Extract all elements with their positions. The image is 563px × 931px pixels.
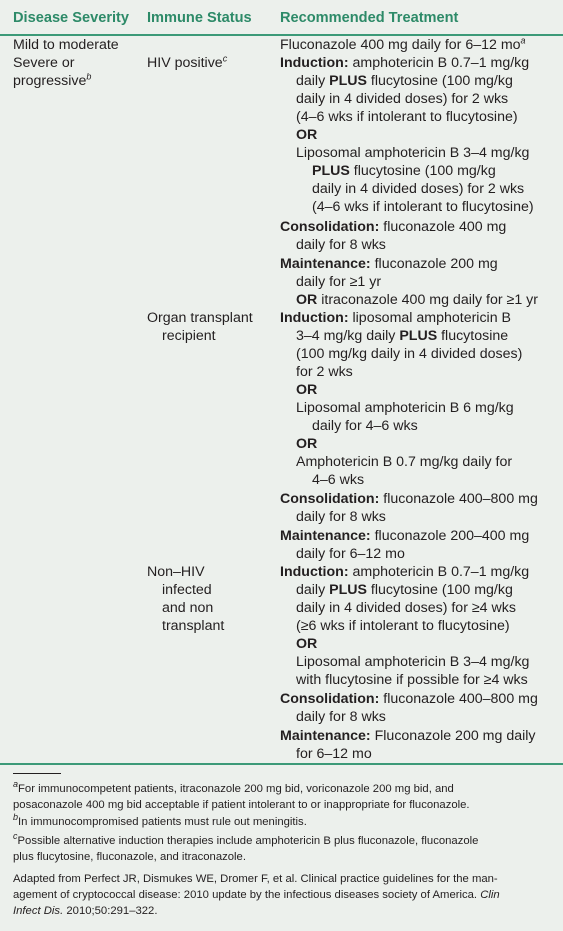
non-consolidation-line: daily for 8 wks [296, 709, 386, 725]
table-bottom-rule [0, 763, 563, 765]
footnote-marker-c: c [222, 53, 228, 64]
footnote-marker-a: a [520, 35, 526, 46]
hiv-maintenance: Maintenance: fluconazole 200 mg [280, 256, 498, 272]
hiv-liposomal: Liposomal amphotericin B 3–4 mg/kg [296, 145, 530, 161]
footnote-source: Adapted from Perfect JR, Dismukes WE, Dromer F, et al. Clinical practice guidelines for the man- agement of cryptococcal disease: 2010 update by the infectious diseases society of America. Clin Infect Dis. 2010;50:291–322. [13, 873, 500, 917]
organ-alt-amphotericin: Amphotericin B 0.7 mg/kg daily for [296, 454, 513, 470]
severity-mild: Mild to moderate [13, 37, 119, 53]
footnote-c: $^c$Possible alternative induction therapies include amphotericin B plus fluconazole, fluconazole plus flucytosine, fluconazole, and itraconazole. [13, 831, 479, 863]
organ-consolidation: Consolidation: fluconazole 400–800 mg [280, 491, 538, 507]
non-induction-line: daily in 4 divided doses) for ≥4 wks [296, 600, 516, 616]
treatment-mild: Fluconazole 400 mg daily for 6–12 $mo^a$ [280, 35, 526, 53]
severity-severe: Severe or [13, 55, 75, 71]
table-header [0, 0, 563, 36]
organ-maintenance: Maintenance: fluconazole 200–400 mg [280, 528, 530, 544]
organ-induction: Induction: liposomal amphotericin B [280, 310, 512, 326]
immune-non-hiv: Non–HIV [147, 564, 205, 580]
immune-hiv-positive: HIV positive$^c$ [147, 53, 228, 71]
hiv-liposomal-line: PLUS flucytosine (100 mg/kg [312, 163, 496, 179]
hiv-liposomal-line: (4–6 wks if intolerant to flucytosine) [312, 199, 534, 215]
footnote-marker-b: b [86, 71, 92, 82]
immune-organ-recipient: recipient [162, 328, 216, 344]
organ-or: OR [296, 382, 318, 398]
organ-consolidation-line: daily for 8 wks [296, 509, 386, 525]
hiv-induction: Induction: amphotericin B 0.7–1 mg/kg [280, 55, 530, 71]
organ-alt-liposomal: Liposomal amphotericin B 6 mg/kg [296, 400, 514, 416]
header-recommended-treatment: Recommended Treatment [280, 10, 459, 26]
organ-induction-line: for 2 wks [296, 364, 353, 380]
hiv-induction-line: daily PLUS flucytosine (100 mg/kg [296, 73, 513, 89]
hiv-or: OR [296, 127, 318, 143]
immune-transplant: transplant [162, 618, 225, 634]
non-induction: Induction: amphotericin B 0.7–1 mg/kg [280, 564, 530, 580]
non-consolidation: Consolidation: fluconazole 400–800 mg [280, 691, 538, 707]
footnote-b: $^b$In immunocompromised patients must rule out meningitis. [13, 812, 307, 828]
immune-and-non: and non [162, 600, 214, 616]
immune-infected: infected [162, 582, 212, 598]
organ-induction-line: (100 mg/kg daily in 4 divided doses) [296, 346, 523, 362]
non-induction-line: daily PLUS flucytosine (100 mg/kg [296, 582, 513, 598]
severity-progressive: progressive$^b$ [13, 71, 92, 89]
hiv-liposomal-line: daily in 4 divided doses) for 2 wks [312, 181, 525, 197]
hiv-induction-line: daily in 4 divided doses) for 2 wks [296, 91, 509, 107]
non-liposomal-line: with flucytosine if possible for ≥4 wks [296, 672, 528, 688]
organ-maintenance-line: daily for 6–12 mo [296, 546, 405, 562]
non-or: OR [296, 636, 318, 652]
footnote-divider [13, 773, 61, 774]
organ-alt-liposomal-line: daily for 4–6 wks [312, 418, 418, 434]
organ-induction-line: 3–4 mg/kg daily PLUS flucytosine [296, 328, 509, 344]
hiv-consolidation: Consolidation: fluconazole 400 mg [280, 219, 507, 235]
organ-alt-amphotericin-line: 4–6 wks [312, 472, 365, 488]
immune-organ-transplant: Organ transplant [147, 310, 253, 326]
hiv-maintenance-line: daily for ≥1 yr [296, 274, 382, 290]
header-immune-status: Immune Status [147, 10, 252, 26]
footnote-a: $^a$For immunocompetent patients, itraconazole 200 mg bid, voriconazole 200 mg bid, and posaconazole 400 mg bid acceptable if patient intolerant to or inappropriate for fluconazole. [13, 779, 470, 811]
non-liposomal: Liposomal amphotericin B 3–4 mg/kg [296, 654, 530, 670]
organ-or: OR [296, 436, 318, 452]
header-disease-severity: Disease Severity [13, 10, 130, 26]
non-maintenance: Maintenance: Fluconazole 200 mg daily [280, 728, 536, 744]
non-induction-line: (≥6 wks if intolerant to flucytosine) [296, 618, 510, 634]
non-maintenance-line: for 6–12 mo [296, 746, 372, 762]
hiv-induction-line: (4–6 wks if intolerant to flucytosine) [296, 109, 518, 125]
hiv-maintenance-alt: OR itraconazole 400 mg daily for ≥1 yr [296, 292, 538, 308]
hiv-consolidation-line: daily for 8 wks [296, 237, 386, 253]
